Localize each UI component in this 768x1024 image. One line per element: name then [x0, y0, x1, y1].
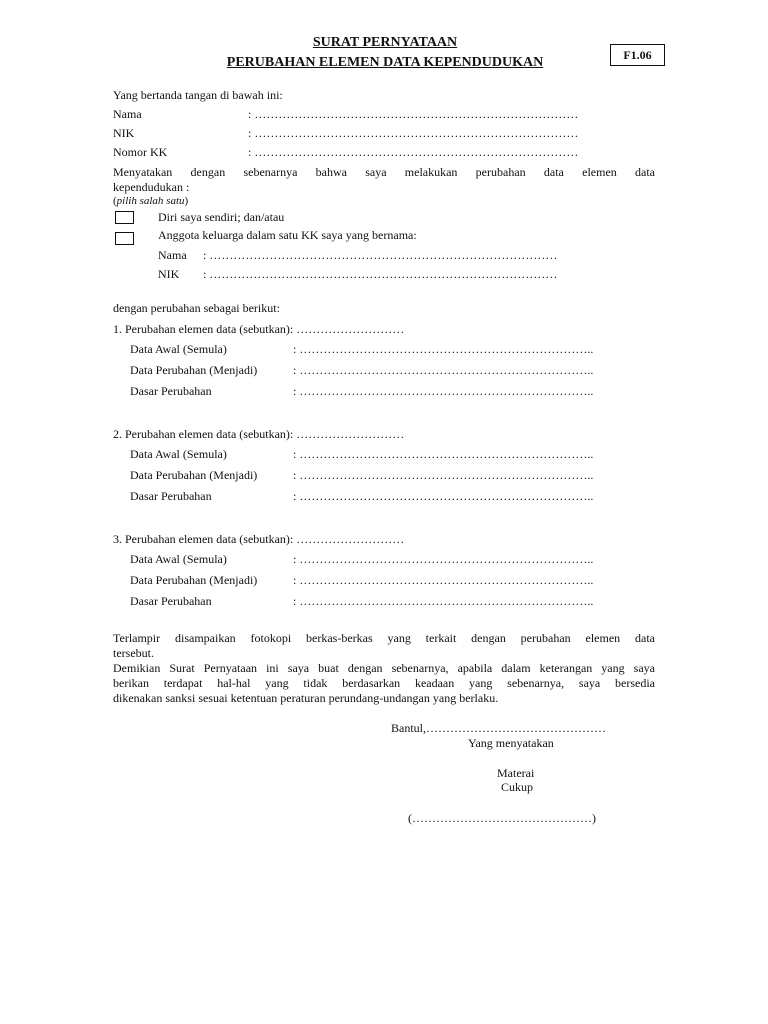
member-name-label: Nama	[158, 248, 187, 262]
name-label: Nama	[113, 107, 142, 121]
changes-intro: dengan perubahan sebagai berikut:	[113, 301, 280, 315]
change-1-basis-label: Dasar Perubahan	[130, 384, 212, 398]
form-code: F1.06	[623, 47, 652, 62]
change-3-basis-label: Dasar Perubahan	[130, 594, 212, 608]
attachment-note-line-2: tersebut.	[113, 646, 154, 660]
declaration-line-2: berikan terdapat hal-hal yang tidak berdasarkan keadaan yang sebenarnya, saya bersedia	[113, 676, 655, 690]
change-3-basis-field[interactable]: : ………………………………………………………………..	[293, 594, 594, 608]
intro-text: Yang bertanda tangan di bawah ini:	[113, 88, 283, 102]
change-2-basis-field[interactable]: : ………………………………………………………………..	[293, 489, 594, 503]
nik-label: NIK	[113, 126, 135, 140]
self-option-label: Diri saya sendiri; dan/atau	[158, 210, 285, 224]
kk-number-label: Nomor KK	[113, 145, 168, 159]
statement-line-1: Menyatakan dengan sebenarnya bahwa saya melakukan perubahan data elemen data	[113, 165, 655, 179]
change-2-new-field[interactable]: : ………………………………………………………………..	[293, 468, 594, 482]
member-nik-field[interactable]: : ……………………………………………………………………………	[203, 267, 558, 281]
signature-name-field[interactable]: (………………………………………)	[408, 811, 596, 825]
change-1-new-field[interactable]: : ………………………………………………………………..	[293, 363, 594, 377]
change-2-original-label: Data Awal (Semula)	[130, 447, 227, 461]
stamp-label-1: Materai	[497, 766, 535, 780]
nik-field[interactable]: : ………………………………………………………………………	[248, 126, 579, 140]
form-code-box	[610, 44, 665, 66]
name-field[interactable]: : ………………………………………………………………………	[248, 107, 579, 121]
declaration-line-3: dikenakan sanksi sesuai ketentuan peraturan perundang-undangan yang berlaku.	[113, 691, 499, 705]
change-1-original-label: Data Awal (Semula)	[130, 342, 227, 356]
place-date-field[interactable]: Bantul,………………………………………	[391, 721, 606, 735]
change-2-heading[interactable]: 2. Perubahan elemen data (sebutkan): ………………………	[113, 427, 405, 441]
change-3-heading[interactable]: 3. Perubahan elemen data (sebutkan): ………………………	[113, 532, 405, 546]
change-3-new-field[interactable]: : ………………………………………………………………..	[293, 573, 594, 587]
stamp-label-2: Cukup	[501, 780, 534, 794]
member-name-field[interactable]: : ……………………………………………………………………………	[203, 248, 558, 262]
change-1-basis-field[interactable]: : ………………………………………………………………..	[293, 384, 594, 398]
member-nik-label: NIK	[158, 267, 180, 281]
kk-number-field[interactable]: : ………………………………………………………………………	[248, 145, 579, 159]
declarant-label: Yang menyatakan	[468, 736, 554, 750]
family-member-checkbox[interactable]	[115, 232, 134, 245]
attachment-note-line-1: Terlampir disampaikan fotokopi berkas-berkas yang terkait dengan perubahan elemen data	[113, 631, 655, 645]
document-title: SURAT PERNYATAAN	[312, 35, 458, 50]
change-2-original-field[interactable]: : ………………………………………………………………..	[293, 447, 594, 461]
change-1-new-label: Data Perubahan (Menjadi)	[130, 363, 258, 377]
change-2-new-label: Data Perubahan (Menjadi)	[130, 468, 258, 482]
family-member-option-label: Anggota keluarga dalam satu KK saya yang bernama:	[158, 228, 417, 242]
self-checkbox[interactable]	[115, 211, 134, 224]
change-2-basis-label: Dasar Perubahan	[130, 489, 212, 503]
change-3-new-label: Data Perubahan (Menjadi)	[130, 573, 258, 587]
statement-line-2: kependudukan :	[113, 180, 190, 194]
change-3-original-field[interactable]: : ………………………………………………………………..	[293, 552, 594, 566]
selection-hint: (pilih salah satu)	[113, 195, 189, 207]
change-1-original-field[interactable]: : ………………………………………………………………..	[293, 342, 594, 356]
change-3-original-label: Data Awal (Semula)	[130, 552, 227, 566]
document-subtitle: PERUBAHAN ELEMEN DATA KEPENDUDUKAN	[226, 55, 544, 70]
declaration-line-1: Demikian Surat Pernyataan ini saya buat dengan sebenarnya, apabila dalam keterangan yang saya	[113, 661, 655, 675]
change-1-heading[interactable]: 1. Perubahan elemen data (sebutkan): ………………………	[113, 322, 405, 336]
